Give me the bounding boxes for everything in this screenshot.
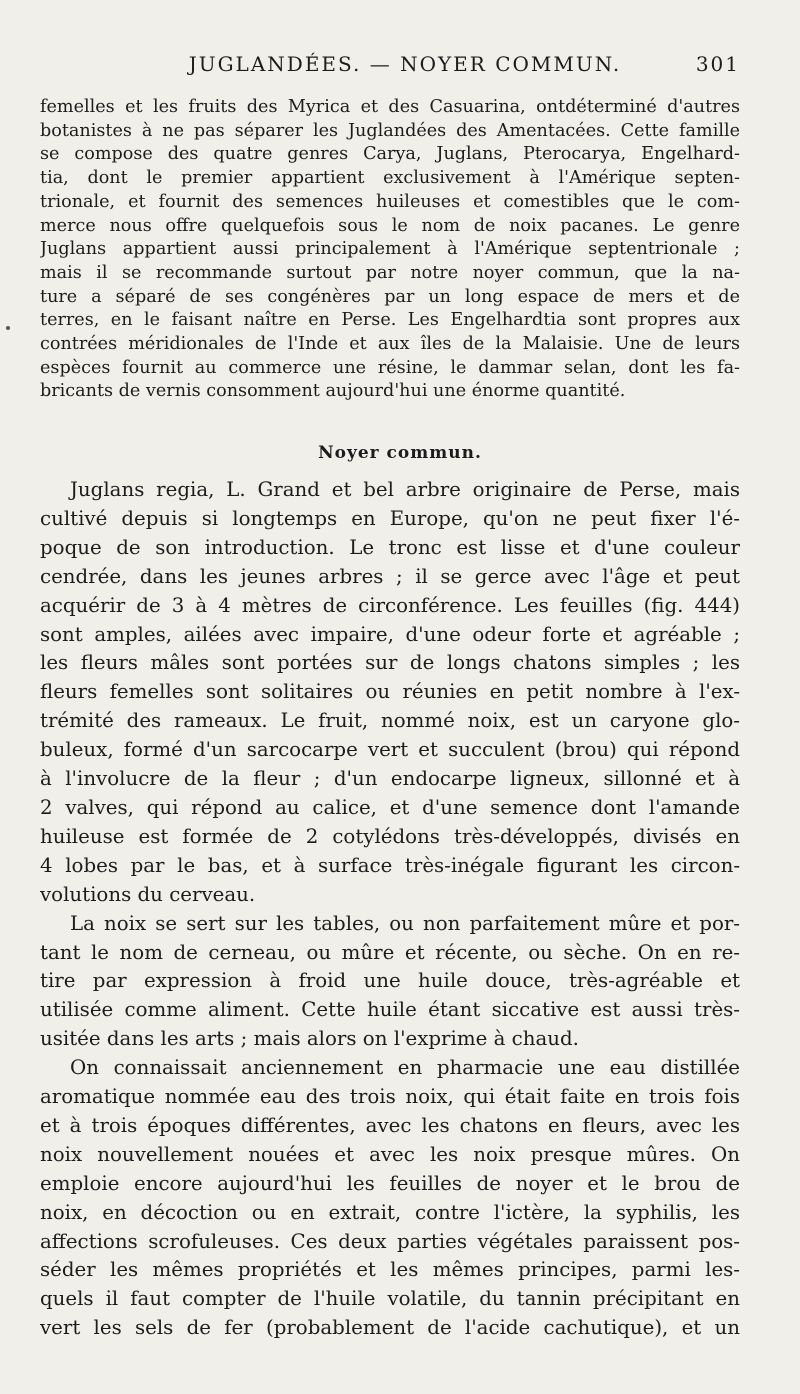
text-line: et à trois époques différentes, avec les chatons en fleurs, avec les [40, 1113, 740, 1137]
text-line: les fleurs mâles sont portées sur de longs chatons simples ; les [40, 651, 740, 675]
text-line: Juglans regia, L. Grand et bel arbre originaire de Perse, mais [70, 478, 740, 501]
text-line: affections scrofuleuses. Ces deux parties végétales paraissent pos- [40, 1229, 740, 1253]
text-line: botanistes à ne pas séparer les Juglandées des Amentacées. Cette famille [40, 120, 740, 141]
text-line: noix, en décoction ou en extrait, contre l'ictère, la syphilis, les [40, 1200, 740, 1224]
text-line: volutions du cerveau. [40, 882, 256, 906]
text-line: cendrée, dans les jeunes arbres ; il se gerce avec l'âge et peut [40, 564, 740, 588]
text-line: Juglans appartient aussi principalement à l'Amérique septentrionale ; [40, 239, 740, 260]
text-line: trémité des rameaux. Le fruit, nommé noix, est un caryone glo- [40, 709, 740, 733]
text-line: ture a séparé de ses congénères par un long espace de mers et de [40, 286, 740, 307]
text-line: tant le nom de cerneau, ou mûre et récente, ou sèche. On en re- [40, 940, 740, 964]
text-line: séder les mêmes propriétés et les mêmes principes, parmi les- [40, 1258, 740, 1282]
text-line: espèces fournit au commerce une résine, le dammar selan, dont les fa- [40, 357, 740, 378]
text-line: usitée dans les arts ; mais alors on l'exprime à chaud. [40, 1027, 579, 1051]
text-line: tire par expression à froid une huile douce, très-agréable et [40, 969, 740, 993]
text-line: huileuse est formée de 2 cotylédons très-développés, divisés en [40, 824, 740, 848]
intro-paragraph [40, 96, 740, 404]
text-line: utilisée comme aliment. Cette huile étant siccative est aussi très- [40, 998, 740, 1022]
text-line: quels il faut compter de l'huile volatile, du tannin précipitant en [40, 1287, 740, 1311]
running-header [50, 52, 740, 84]
text-line: 4 lobes par le bas, et à surface très-inégale figurant les circon- [40, 853, 740, 877]
text-line: On connaissait anciennement en pharmacie une eau distillée [70, 1056, 740, 1080]
text-line: 2 valves, qui répond au calice, et d'une semence dont l'amande [40, 795, 740, 819]
text-line: à l'involucre de la fleur ; d'un endocarpe ligneux, sillonné et à [40, 767, 740, 791]
text-line: mais il se recommande surtout par notre noyer commun, que la na- [40, 262, 740, 283]
section-heading: Noyer commun. [318, 443, 482, 463]
text-line: aromatique nommée eau des trois noix, qui était faite en trois fois [40, 1085, 740, 1109]
text-line: vert les sels de fer (probablement de l'acide cachutique), et un [40, 1316, 740, 1340]
text-line: sont amples, ailées avec impaire, d'une odeur forte et agréable ; [40, 622, 740, 646]
text-line: se compose des quatre genres Carya, Juglans, Pterocarya, Engelhard- [40, 144, 740, 165]
text-line: femelles et les fruits des Myrica et des Casuarina, ontdéterminé d'autres [40, 97, 740, 117]
text-line: cultivé depuis si longtemps en Europe, qu'on ne peut fixer l'é- [40, 506, 740, 530]
page-number: 301 [695, 52, 740, 76]
text-line: buleux, formé d'un sarcocarpe vert et succulent (brou) qui répond [40, 738, 740, 762]
text-line: terres, en le faisant naître en Perse. Les Engelhardtia sont propres aux [40, 310, 740, 331]
text-line: acquérir de 3 à 4 mètres de circonférence. Les feuilles (fig. 444) [40, 593, 740, 617]
running-title: JUGLANDÉES. — NOYER COMMUN. [188, 52, 622, 76]
text-line: poque de son introduction. Le tronc est lisse et d'une couleur [40, 535, 740, 559]
text-line: tia, dont le premier appartient exclusivement à l'Amérique septen- [40, 168, 740, 189]
text-line: emploie encore aujourd'hui les feuilles de noyer et le brou de [40, 1171, 740, 1195]
text-line: bricants de vernis consomment aujourd'hui une énorme quantité. [40, 381, 626, 402]
text-line: La noix se sert sur les tables, ou non parfaitement mûre et por- [70, 911, 740, 935]
text-line: fleurs femelles sont solitaires ou réunies en petit nombre à l'ex- [40, 680, 740, 704]
text-line: noix nouvellement nouées et avec les noix presque mûres. On [40, 1142, 740, 1166]
text-line: trionale, et fournit des semences huileuses et comestibles que le com- [40, 191, 740, 212]
text-line: merce nous offre quelquefois sous le nom de noix pacanes. Le genre [40, 215, 740, 236]
text-line: contrées méridionales de l'Inde et aux îles de la Malaisie. Une de leurs [40, 334, 740, 355]
main-text [40, 476, 740, 1343]
margin-mark [6, 326, 10, 330]
